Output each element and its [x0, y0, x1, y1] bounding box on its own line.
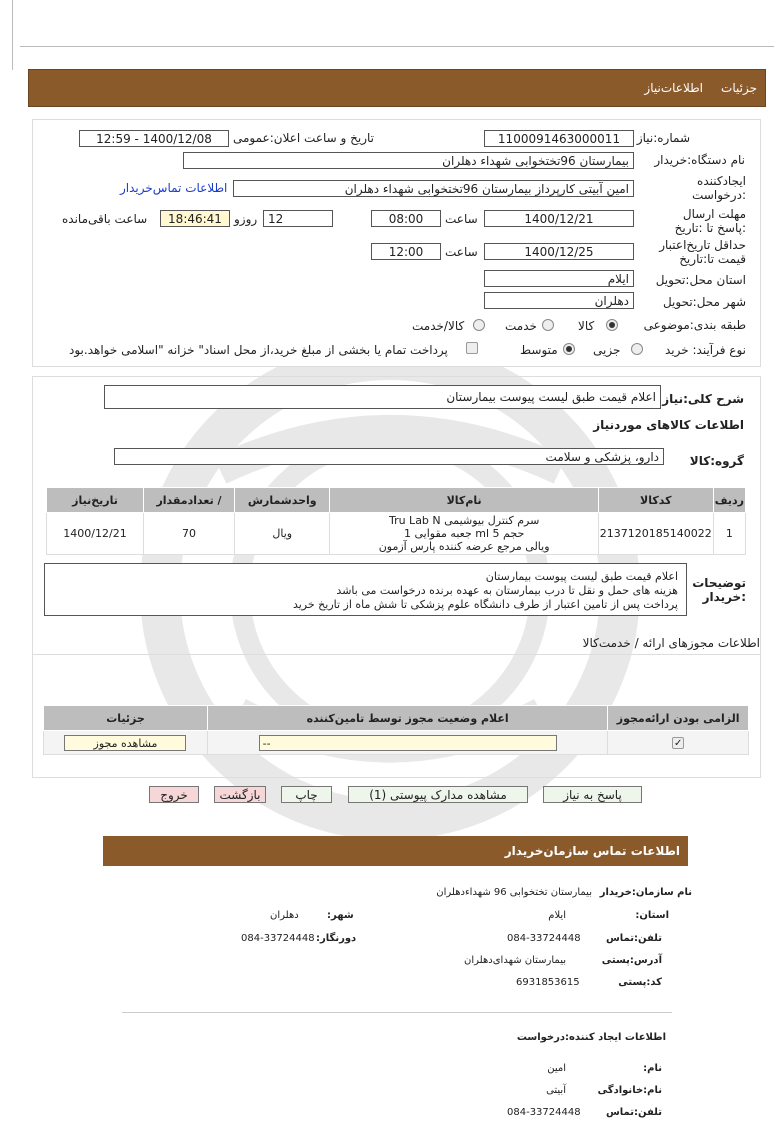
process-radio-minor[interactable]	[631, 343, 643, 355]
creator-phone-label: تلفن:تماس	[605, 1107, 662, 1118]
items-table	[46, 487, 746, 555]
col-date: تاریخ‌نیاز	[47, 488, 144, 513]
attachments-button[interactable]: مشاهده مدارک پیوستی (1)	[348, 786, 528, 803]
page-header	[28, 69, 766, 107]
buyer-contact-link[interactable]: اطلاعات تماس‌خریدار	[120, 181, 228, 195]
buyer-note-line: پرداخت پس از تامین اعتبار از طرف دانشگاه علوم پزشکی تا شش ماه از تاریخ خرید	[292, 598, 678, 611]
row-number: 1	[713, 513, 745, 555]
contact-postal-label: کد:پستی	[618, 977, 662, 988]
category-label: طبقه بندی:موضوعی	[643, 318, 746, 332]
buyer-note-line: اعلام قیمت طبق لیست پیوست بیمارستان	[485, 570, 678, 583]
contact-phone-value: 084-33724448	[507, 933, 581, 944]
province-label: استان محل:تحویل	[655, 273, 746, 287]
contact-org-value: بیمارستان تختخوابی 96 شهداءدهلران	[436, 887, 592, 898]
left-margin-line	[12, 0, 13, 70]
contact-org-label: نام سازمان:خریدار	[599, 887, 692, 898]
col-row: ردیف	[713, 488, 745, 513]
reply-button[interactable]: پاسخ به نیاز	[543, 786, 642, 803]
summary-field: اعلام قیمت طبق لیست پیوست بیمارستان	[104, 385, 661, 409]
treasury-payment-note: پرداخت تمام یا بخشی از مبلغ خرید،از محل اسناد" خزانه "اسلامی خواهد.بود	[69, 343, 448, 357]
buyer-note-line: هزینه های حمل و نقل تا درب بیمارستان به عهده برنده درخواست می باشد	[336, 584, 678, 597]
goods-info-title: اطلاعات کالاهای موردنیاز	[593, 418, 744, 432]
creator-field: امین آبیتی کارپرداز بیمارستان 96تختخوابی شهداء دهلران	[233, 180, 634, 197]
validity-time-field: 12:00	[371, 243, 441, 260]
permit-status-field[interactable]: --	[259, 735, 557, 751]
deadline-date-field: 1400/12/21	[484, 210, 634, 227]
category-option-service: خدمت	[505, 319, 537, 333]
permit-required-checkbox[interactable]: ✓	[673, 738, 683, 749]
buyer-notes-label: توضیحات :خریدار	[692, 576, 746, 604]
validity-time-label: ساعت	[445, 245, 478, 259]
top-divider	[20, 46, 774, 47]
contact-city-value: دهلران	[270, 910, 299, 921]
contact-address-value: بیمارستان شهدای‌دهلران	[464, 955, 566, 966]
contact-province-label: استان:	[635, 910, 669, 921]
item-date: 1400/12/21	[47, 513, 144, 555]
permit-details-cell	[44, 731, 208, 755]
tab-need-info[interactable]: اطلاعات‌نیاز	[644, 81, 703, 95]
process-type-label: نوع فرآیند: خرید	[665, 343, 746, 357]
remaining-time-field: 18:46:41	[160, 210, 230, 227]
category-option-both: کالا/خدمت	[412, 319, 465, 333]
process-option-medium: متوسط	[520, 343, 558, 357]
permits-title: اطلاعات مجوزهای ارائه / خدمت‌کالا	[582, 636, 760, 650]
category-radio-both[interactable]	[473, 319, 485, 331]
contact-phone-label: تلفن:تماس	[605, 933, 662, 944]
creator-family-value: آبیتی	[546, 1085, 566, 1096]
contact-header	[103, 836, 688, 866]
contact-province-value: ایلام	[548, 910, 566, 921]
permit-required-cell	[608, 731, 749, 755]
item-name-line2: حجم 5 ml جعبه مقوایی 1	[404, 527, 525, 540]
province-field: ایلام	[484, 270, 634, 287]
creator-info-title: اطلاعات ایجاد کننده:درخواست	[516, 1032, 666, 1043]
back-button[interactable]: بازگشت	[214, 786, 266, 803]
creator-label: ایجادکننده :درخواست	[692, 174, 746, 202]
deadline-time-field: 08:00	[371, 210, 441, 227]
item-unit: ویال	[235, 513, 330, 555]
deadline-label: مهلت ارسال :پاسخ تا :تاریخ	[674, 207, 746, 235]
goods-group-field: دارو، پزشکی و سلامت	[114, 448, 664, 465]
contact-fax-value: 084-33724448	[241, 933, 315, 944]
category-radio-service[interactable]	[542, 319, 554, 331]
buyer-notes-box	[44, 563, 687, 616]
announce-field: 1400/12/08 - 12:59	[79, 130, 229, 147]
deadline-time-label: ساعت	[445, 212, 478, 226]
min-validity-label: حداقل تاریخ‌اعتبار قیمت تا:تاریخ	[659, 238, 746, 266]
creator-phone-value: 084-33724448	[507, 1107, 581, 1118]
col-qty: / تعدادمقدار	[144, 488, 235, 513]
contact-divider	[122, 1012, 672, 1013]
view-permit-button[interactable]: مشاهده مجوز	[64, 735, 186, 751]
print-button[interactable]: چاپ	[281, 786, 332, 803]
creator-name-label: نام:	[643, 1063, 662, 1074]
treasury-payment-checkbox[interactable]	[466, 342, 478, 354]
permits-table	[43, 705, 749, 755]
announce-label: تاریخ و ساعت اعلان:عمومی	[232, 131, 374, 145]
city-field: دهلران	[484, 292, 634, 309]
col-unit: واحدشمارش	[235, 488, 330, 513]
city-label: شهر محل:تحویل	[662, 295, 746, 309]
table-row[interactable]	[47, 513, 746, 555]
creator-name-value: امین	[547, 1063, 566, 1074]
need-number-label: شماره:نیاز	[636, 131, 690, 145]
contact-city-label: شهر:	[327, 910, 354, 921]
need-number-field: 1100091463000011	[484, 130, 634, 147]
contact-postal-value: 6931853615	[516, 977, 580, 988]
contact-fax-label: دورنگار:	[316, 933, 357, 944]
contact-title: اطلاعات تماس سازمان‌خریدار	[504, 844, 680, 858]
col-name: نام‌کالا	[330, 488, 598, 513]
col-permit-details: جزئیات	[44, 706, 208, 731]
item-name-line1: سرم کنترل بیوشیمی Tru Lab N	[388, 514, 540, 527]
category-radio-goods[interactable]	[606, 319, 618, 331]
remaining-time-label: ساعت باقی‌مانده	[62, 212, 148, 226]
col-permit-status: اعلام وضعیت مجوز توسط تامین‌کننده	[207, 706, 607, 731]
item-name-line3: ویالی مرجع عرضه کننده پارس آزمون	[378, 540, 550, 553]
buyer-org-field: بیمارستان 96تختخوابی شهداء دهلران	[183, 152, 634, 169]
validity-date-field: 1400/12/25	[484, 243, 634, 260]
col-permit-required: الزامی بودن ارائه‌مجوز	[608, 706, 749, 731]
category-option-goods: کالا	[578, 319, 595, 333]
process-radio-medium[interactable]	[563, 343, 575, 355]
buyer-org-label: نام دستگاه:خریدار	[654, 153, 745, 167]
summary-label: شرح کلی:نیاز	[662, 392, 744, 406]
contact-address-label: آدرس:پستی	[601, 955, 662, 966]
table-row	[44, 731, 749, 755]
exit-button[interactable]: خروج	[149, 786, 199, 803]
days-label: روزو	[234, 212, 258, 226]
permit-status-cell	[207, 731, 607, 755]
tab-details[interactable]: جزئیات	[721, 81, 757, 95]
process-option-minor: جزیی	[593, 343, 621, 357]
item-code: 2137120185140022	[598, 513, 713, 555]
item-name	[330, 513, 598, 555]
goods-group-label: گروه:کالا	[689, 454, 744, 468]
col-code: کدکالا	[598, 488, 713, 513]
days-field: 12	[263, 210, 333, 227]
item-qty: 70	[144, 513, 235, 555]
creator-family-label: نام:خانوادگی	[597, 1085, 662, 1096]
